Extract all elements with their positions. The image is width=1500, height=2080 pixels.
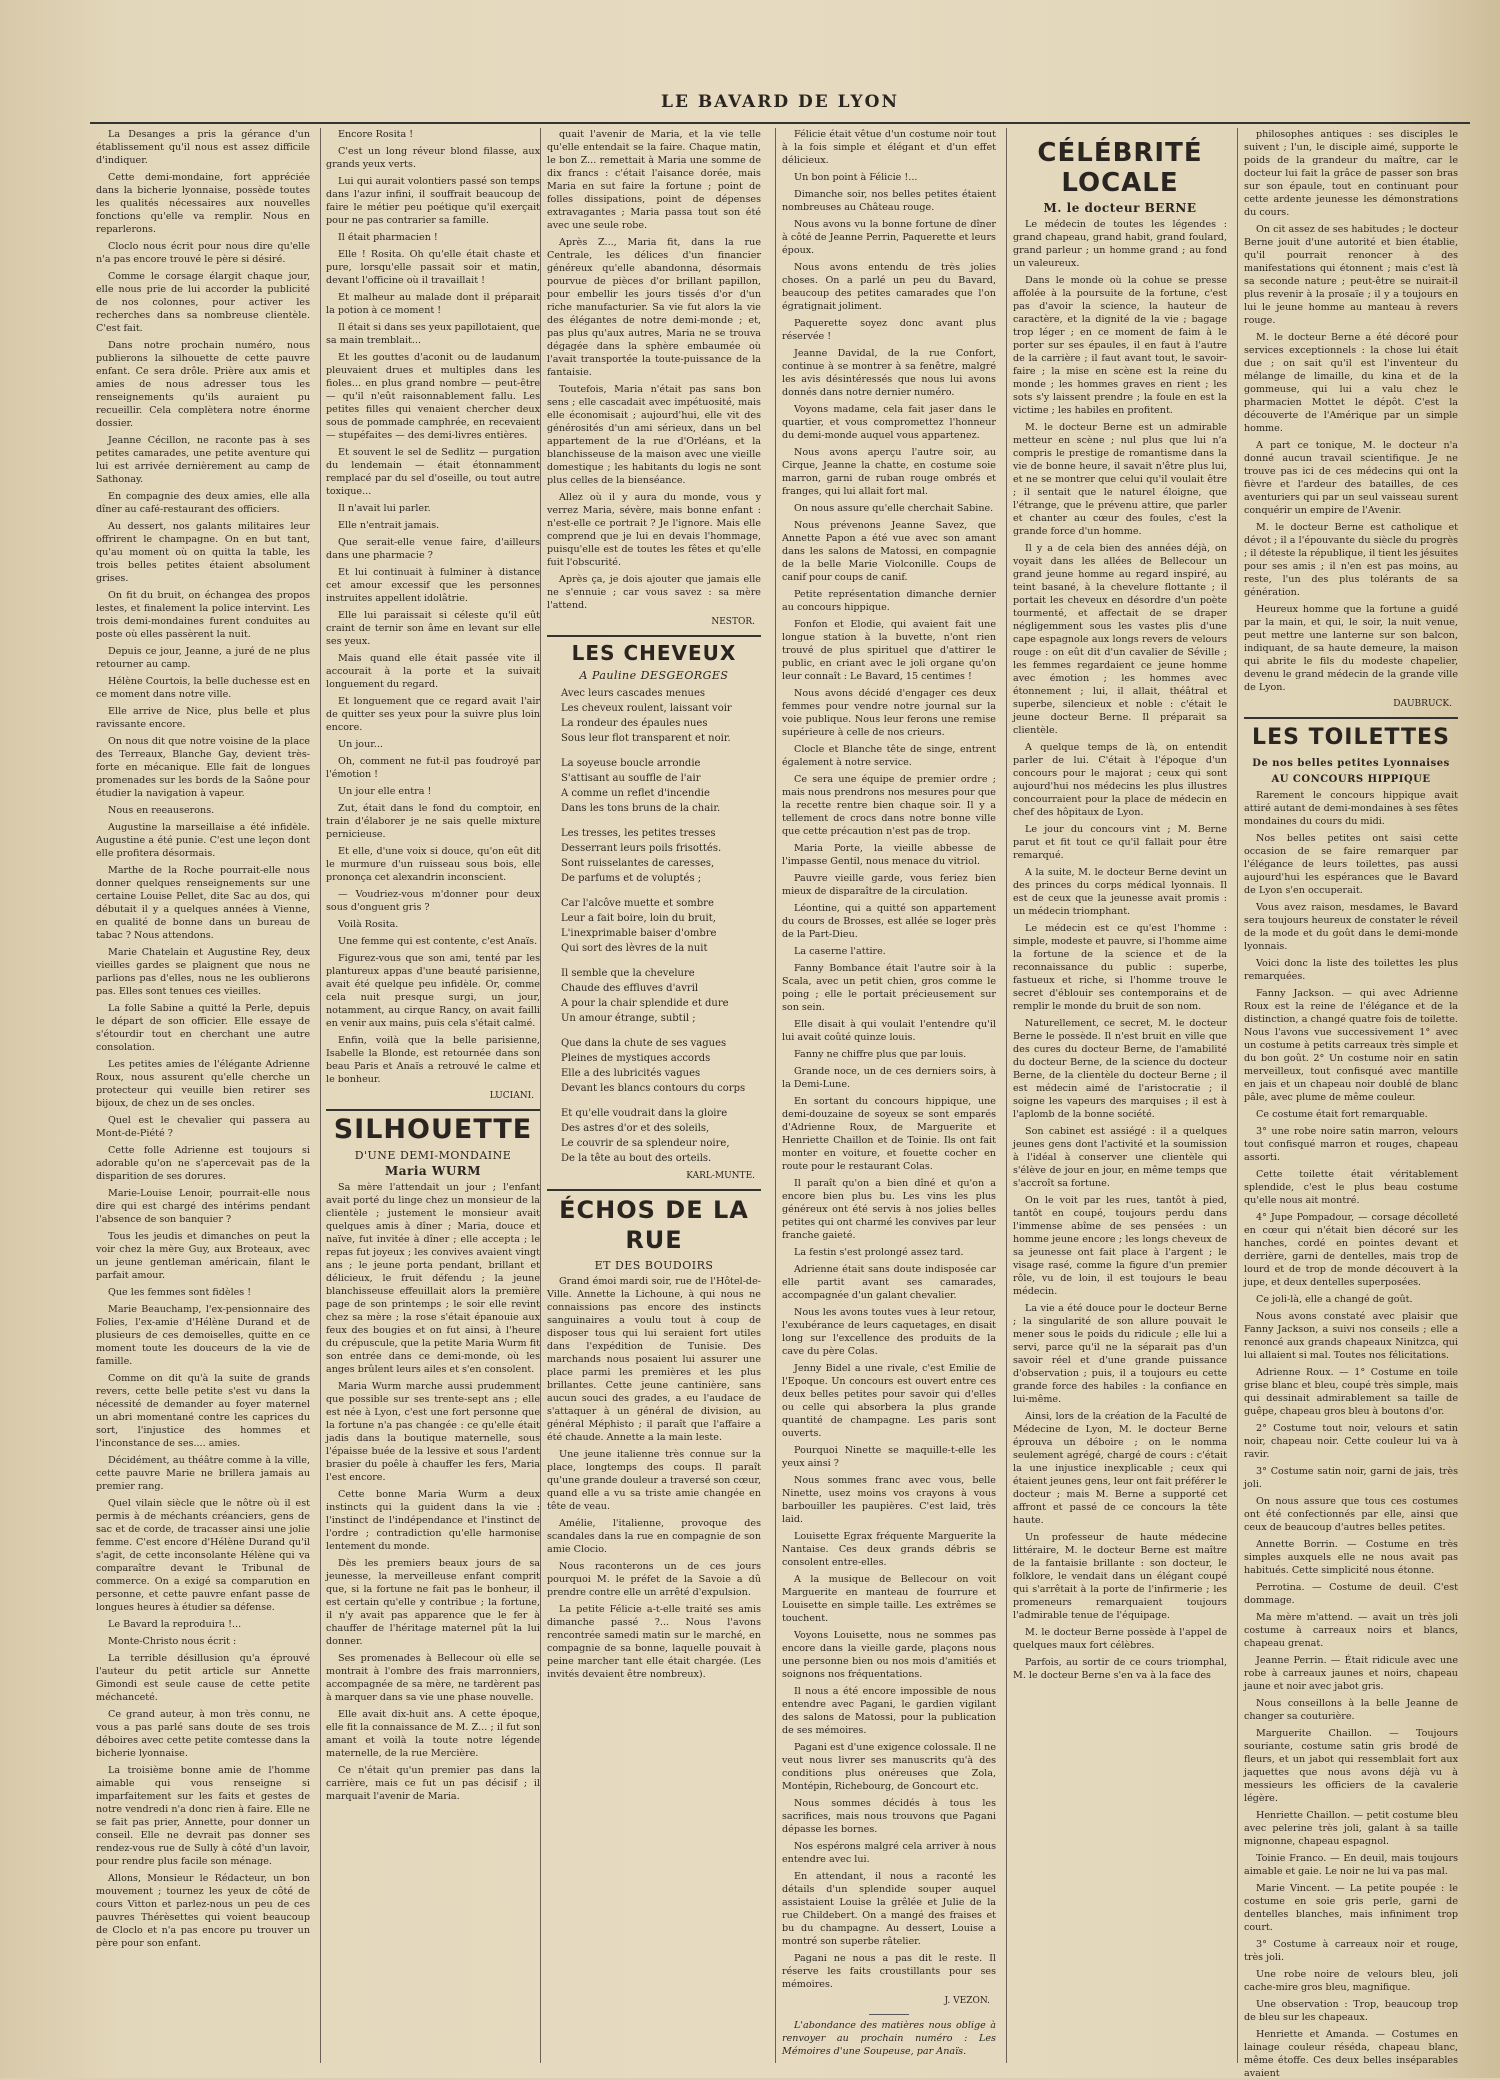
paragraph: Maria Wurm marche aussi prudemment que possible sur ses trente-sept ans ; elle est née à Lyon, c'est une fort personne que la fortune n'a pas changée : ce qu'elle était jadis dans la boutique maternelle, sous l'épaisse buée de la lessive et sous l'ardent brasier du poêle à chauffer les fers, Maria l'est encore. [326, 1381, 540, 1483]
paragraph: Figurez-vous que son ami, tenté par les plantureux appas d'une beauté parisienne, avait été quelque peu infidèle. Or, comme cela nuit presque surgi, un jour, notamment, au cirque Rancy, on avait failli en venir aux mains, puis cela s'était calmé. [326, 953, 540, 1029]
cheveux-dedication: A Pauline DESGEORGES [579, 669, 729, 682]
celebrite-article [1013, 218, 1227, 1682]
poem-line: Et qu'elle voudrait dans la gloire [561, 1108, 728, 1119]
paragraph: Voyons madame, cela fait jaser dans le quartier, et vous compromettez l'honneur du demi-monde auquel vous appartenez. [782, 404, 996, 441]
stanza-break [561, 1096, 761, 1106]
paragraph: Ce costume était fort remarquable. [1256, 1109, 1428, 1120]
paragraph: Henriette Chaillon. — petit costume bleu avec pelerine très joli, galant à sa taille mignonne, chapeau espagnol. [1244, 1810, 1458, 1847]
paragraph: Le médecin de toutes les légendes : grand chapeau, grand habit, grand foulard, grand parleur ; un homme grand ; au fond un valeureux. [1013, 219, 1227, 269]
poem-line: Un amour étrange, subtil ; [561, 1013, 696, 1024]
paragraph: Nous avons constaté avec plaisir que Fanny Jackson, a suivi nos conseils ; elle a renoncé aux grands chapeaux Ninitzca, qui lui allaient si mal. Toutes nos félicitations. [1244, 1311, 1458, 1361]
paragraph: Une jeune italienne très connue sur la place, longtemps des coups. Il paraît qu'une grande douleur a traversé son cœur, quand elle a vu sa triste amie changée en tête de veau. [547, 1449, 762, 1512]
paragraph: Adrienne Roux. — 1° Costume en toile grise blanc et bleu, coupé très simple, mais qui dessinait admirablement sa taille de guêpe, chapeau gros bleu à boutons d'or. [1244, 1367, 1458, 1417]
paragraph: Jeanne Davidal, de la rue Confort, continue à se montrer à sa fenêtre, malgré les avis désintéressés que nous lui avons donnés dans notre dernier numéro. [782, 348, 996, 398]
paragraph: Dès les premiers beaux jours de sa jeunesse, la merveilleuse enfant comprit que, si la fortune ne fait pas le bonheur, il est certain qu'elle y contribue ; la fortune, il n'y avait pas apparence que le fer à chauffer de l'héritage maternel pût la lui donner. [326, 1558, 540, 1647]
paragraph: Cloclo nous écrit pour nous dire qu'elle n'a pas encore trouvé le père si désiré. [96, 241, 310, 265]
paragraph: Ce joli-là, elle a changé de goût. [1256, 1294, 1413, 1305]
poem-line: Desserrant leurs poils frisottés. [561, 843, 722, 854]
paragraph: A la suite, M. le docteur Berne devint un des princes du corps médical lyonnais. Il est de ceux que la jeunesse avait promis : un médecin triomphant. [1013, 867, 1227, 917]
paragraph: Tous les jeudis et dimanches on peut la voir chez la mère Guy, aux Broteaux, avec un jeune gentleman américain, filant le parfait amour. [96, 1231, 310, 1281]
paragraph: Dans notre prochain numéro, nous publierons la silhouette de cette pauvre enfant. Ce sera drôle. Prière aux amis et amies de nous adresser tous les renseignements qu'ils auraient pu recueillir. Cela complètera notre énorme dossier. [96, 340, 310, 429]
paragraph: Léontine, qui a quitté son appartement du cours de Brosses, est allée se loger près de la Part-Dieu. [782, 903, 996, 940]
paragraph: Annette Borrin. — Costume en très simples auxquels elle ne nous avait pas habitués. Cette simplicité nous étonne. [1244, 1539, 1458, 1576]
paragraph: Nous avons aperçu l'autre soir, au Cirque, Jeanne la chatte, en costume soie marron, garni de ruban rouge ombrés et franges, qui lui allait fort mal. [782, 447, 996, 497]
celebrite-subhead: M. le docteur BERNE [1043, 201, 1197, 215]
paragraph: La petite Félicie a-t-elle traité ses amis dimanche passé ?... Nous l'avons rencontrée samedi matin sur le marché, en compagnie de sa bonne, laquelle pouvait à peine marcher tant elle était chargée. (Les invités devaient être nombreux). [547, 1604, 761, 1680]
paragraph: Paquerette soyez donc avant plus réservée ! [782, 318, 996, 342]
paragraph: Encore Rosita ! [338, 129, 414, 140]
paragraph: Marie-Louise Lenoir, pourrait-elle nous dire qui est chargé des intérims pendant l'absence de son banquier ? [96, 1188, 310, 1225]
poem-line: Les tresses, les petites tresses [561, 828, 716, 839]
paragraph: A la musique de Bellecour on voit Marguerite en manteau de fourrure et Louisette en simple taille. Les extrêmes se touchent. [782, 1574, 996, 1624]
paragraph: Marie Vincent. — La petite poupée : le costume en soie gris perle, garni de dentelles blanches, mais infiniment trop court. [1244, 1883, 1458, 1933]
paragraph: Il était pharmacien ! [338, 232, 438, 243]
paragraph: Marthe de la Roche pourrait-elle nous donner quelques renseignements sur une certaine Louise Pellet, dite Sac au dos, qui débutait il y a quelques années à Vienne, en qualité de bonne dans un bureau de tabac ? Nous attendons. [96, 865, 310, 941]
echos-article [547, 1275, 761, 1681]
paragraph: Cette bonne Maria Wurm a deux instincts qui la guident dans la vie : l'instinct de l'indépendance et l'instinct de l'ordre ; contradiction qu'elle harmonise lentement du monde. [326, 1489, 540, 1552]
paragraph: Il paraît qu'on a bien dîné et qu'on a encore bien plus bu. Les vins les plus généreux ont été servis à nos jolies belles petites qui ont charmé les convives par leur franche gaieté. [782, 1178, 996, 1241]
paragraph: Toinie Franco. — En deuil, mais toujours aimable et gaie. Le noir ne lui va pas mal. [1244, 1853, 1458, 1877]
paragraph: Marie Chatelain et Augustine Rey, deux vieilles gardes se plaignent que nous ne parlions pas d'elles, nous ne les oublierons pas. Elles sont tenues ces vieilles. [96, 947, 310, 997]
paragraph: Elle ! Rosita. Oh qu'elle était chaste et pure, lorsqu'elle passait soir et matin, devant l'officine où il travaillait ! [326, 249, 540, 286]
paragraph: Nous avons vu la bonne fortune de dîner à côté de Jeanne Perrin, Paquerette et leurs époux. [782, 219, 996, 256]
paragraph: Nous conseillons à la belle Jeanne de changer sa couturière. [1244, 1698, 1458, 1722]
paragraph: Nos belles petites ont saisi cette occasion de se faire remarquer par l'élégance de leurs toilettes, pas aussi aujourd'hui les espérances que le Bavard de Lyon s'en occuperait. [1244, 833, 1458, 896]
paragraph: Un professeur de haute médecine littéraire, M. le docteur Berne est maître de la fantaisie brillante : son docteur, le folklore, le vendait dans un élégant coupé qui s'arrêtait à la porte de l'infirmerie ; les promeneurs remarquaient toujours l'admirable tenue de l'équipage. [1013, 1532, 1227, 1621]
paragraph: Une femme qui est contente, c'est Anaïs. [338, 936, 538, 947]
paragraph: quait l'avenir de Maria, et la vie telle qu'elle entendait se la faire. Chaque matin, le bon Z... remettait à Maria une somme de dix francs : c'était l'aisance dorée, mais Maria en sut faire la fortune ; point de folles dissipations, point de dépenses extravagantes ; Maria passa tout son été avec une seule robe. [547, 129, 761, 231]
paragraph: Allons, Monsieur le Rédacteur, un bon mouvement ; tournez les yeux de côté de cours Vitton et parlez-nous un peu de ces pauvres Thérèsettes qui voient beaucoup de Cloclo et n'a pas encore pu trouver un père pour son enfant. [96, 1873, 310, 1949]
paragraph: Fonfon et Elodie, qui avaient fait une longue station à la buvette, n'ont rien trouvé de plus spirituel que d'attirer le public, en criant avec le joli organe qu'on leur connaît : Le Bavard, 15 centimes ! [782, 619, 996, 682]
paragraph: Et lui continuait à fulminer à distance cet amour excessif que les personnes instruites appellent idolâtrie. [326, 567, 540, 604]
paragraph: Un jour elle entra ! [338, 786, 432, 797]
paragraph: On nous dit que notre voisine de la place des Terreaux, Blanche Gay, devient très-forte en mécanique. Elle fait de longues promenades sur les bords de la Saône pour étudier la navigation à vapeur. [96, 736, 310, 799]
poem-line: Leur a fait boire, loin du bruit, [561, 913, 716, 924]
paragraph: Heureux homme que la fortune a guidé par la main, et qui, le soir, la nuit venue, peut mettre une lanterne sur son balcon, indiquant, de sa haute demeure, la maison qui abrite le fils du modeste chapelier, devenu le grand médecin de la grande ville de Lyon. [1244, 604, 1458, 693]
poem-line: La soyeuse boucle arrondie [561, 758, 701, 769]
poem-line: A pour la chair splendide et dure [561, 998, 729, 1009]
paragraph: Augustine la marseillaise a été infidèle. Augustine a été punie. C'est une leçon dont elle profitera désormais. [96, 822, 310, 859]
paragraph: Elle n'entrait jamais. [338, 520, 440, 531]
paragraph: On le voit par les rues, tantôt à pied, tantôt en coupé, toujours perdu dans l'immense abîme de ses pensées : un homme jeune encore ; les longs cheveux de sa jeunesse ont fait place à l'argent ; le visage rasé, comme la figure d'un premier rôle, vu de loin, il est toujours le beau médecin. [1013, 1195, 1227, 1297]
paragraph: Toutefois, Maria n'était pas sans bon sens ; elle cascadait avec impétuosité, mais elle économisait ; aujourd'hui, elle vit des générosités d'un ami sérieux, dans un bel appartement de la rue d'Orléans, et la blanchisseuse de la maison avec une vieille domestique ; les habitants du logis ne sont plus celles de la bienséance. [547, 384, 761, 486]
paragraph: La terrible désillusion qu'a éprouvé l'auteur du petit article sur Annette Gimondi est seule cause de cette petite méchanceté. [96, 1653, 310, 1703]
paragraph: Comme on dit qu'à la suite de grands revers, cette belle petite s'est vu dans la nécessité de demander au foyer maternel un abri momentané contre les caprices du sort, l'injustice des hommes et l'inconstance de ses.... amies. [96, 1373, 310, 1449]
paragraph: Les petites amies de l'élégante Adrienne Roux, nous assurent qu'elle cherche un protecteur qui veuille bien retirer ses bijoux, de chez un de ses oncles. [96, 1059, 310, 1109]
column-4 [782, 128, 996, 2063]
newspaper-title: LE BAVARD DE LYON [661, 92, 899, 112]
paragraph: Quel vilain siècle que le nôtre où il est permis à de méchants créanciers, gens de sac et de corde, de tracasser ainsi une jolie femme. C'est encore d'Hélène Durand qu'il s'agit, de cette inconsolante Hélène qui va comparaître devant le Tribunal de commerce. On a exigé sa comparution en personne, et cette pauvre enfant passe de longues heures à étudier sa défense. [96, 1498, 310, 1613]
paragraph: Nous prévenons Jeanne Savez, que Annette Papon a été vue avec son amant dans les salons de Matossi, en compagnie de la belle Marie Violconille. Coups de canif pour coups de canif. [782, 520, 996, 583]
poem-line: Pleines de mystiques accords [561, 1053, 711, 1064]
paragraph: 2° Costume tout noir, velours et satin noir, chapeau noir. Cette couleur lui va à ravir. [1244, 1423, 1458, 1460]
poem-line: Devant les blancs contours du corps [561, 1083, 746, 1094]
column-rule [540, 128, 541, 2063]
paragraph: Nous sommes décidés à tous les sacrifices, mais nous trouvons que Pagani dépasse les bornes. [782, 1798, 996, 1835]
poem-line: De la tête au bout des orteils. [561, 1153, 712, 1164]
poem-line: Car l'alcôve muette et sombre [561, 898, 714, 909]
silhouette-article [326, 1181, 540, 1803]
paragraph: A part ce tonique, M. le docteur n'a donné aucun travail scientifique. Je ne trouve pas ici de ces médecins qui ont la fièvre et l'ardeur des batailles, de ces aventuriers qui par un seul vaisseau surent conquérir un empire de l'Avenir. [1244, 440, 1458, 516]
paragraph: Grand émoi mardi soir, rue de l'Hôtel-de-Ville. Annette la Lichoune, à qui nous ne connaissions pas encore des instincts sanguinaires a voulu tout à coup de disposer tous qui lui seraient fort utiles dans l'expédition de Tunisie. Des marchands nous posaient lui assurer une place parmi les premières et les plus brillantes. Cette jeune cantinière, sans aucun souci des grades, a eu l'audace de s'attaquer à un général de division, au général Méphisto ; il paraît que l'affaire a été chaude. Annette a la main leste. [547, 1276, 761, 1443]
paragraph: Et longuement que ce regard avait l'air de quitter ses yeux pour la suivre plus loin encore. [326, 696, 540, 733]
paragraph: 3° Costume satin noir, garni de jais, très joli. [1244, 1466, 1458, 1490]
poem-line: De parfums et de voluptés ; [561, 873, 702, 884]
paragraph: Nous sommes franc avec vous, belle Ninette, usez moins vos crayons à vous barbouiller les paupières. C'est laid, très laid. [782, 1475, 996, 1525]
paragraph: On cit assez de ses habitudes ; le docteur Berne jouit d'une autorité et bien établie, qu'il pourrait renoncer à des manifestations qui étonnent ; mais c'est là sa seconde nature ; peut-être se nuirait-il plus revenir à la prosaïe ; il y a toujours en lui le jeune homme au manteau à revers rouge. [1244, 224, 1458, 326]
paragraph: Jeanne Perrin. — Était ridicule avec une robe à carreaux jaunes et noirs, chapeau jaune et noir avec jabot gris. [1244, 1655, 1458, 1692]
paragraph: Naturellement, ce secret, M. le docteur Berne le possède. Il n'est bruit en ville que des cures du docteur Berne, de l'amabilité du docteur Berne, de la science du docteur Berne, de la clientèle du docteur Berne ; il est médecin aimé de l'aristocratie ; il soigne les vapeurs des marquises ; il est à l'aplomb de la bonne société. [1013, 1018, 1227, 1120]
paragraph: La folle Sabine a quitté la Perle, depuis le départ de son officier. Elle essaye de s'étourdir tout en cherchant une autre consolation. [96, 1003, 310, 1053]
celebrite-continued [1244, 128, 1458, 694]
column-rule [775, 128, 776, 2063]
paragraph: Rarement le concours hippique avait attiré autant de demi-mondaines à ses fêtes mondaines du cours du midi. [1244, 790, 1458, 827]
poem-line: S'attisant au souffle de l'air [561, 773, 701, 784]
paragraph: La caserne l'attire. [794, 946, 886, 957]
paragraph: Une robe noire de velours bleu, joli cache-mire gros bleu, magnifique. [1244, 1969, 1458, 1993]
paragraph: Vous avez raison, mesdames, le Bavard sera toujours heureux de constater le réveil de la mode et du goût dans le demi-monde lyonnais. [1244, 902, 1458, 952]
paragraph: Fanny Jackson. — qui avec Adrienne Roux est la reine de l'élégance et de la distinction, a changé quatre fois de toilette. Nous l'avons vue successivement 1° avec un costume à petits carreaux très simple et du bon goût. 2° Un costume noir en satin merveilleux, tout confisqué avec mantille en jais et un chapeau noir doublé de blanc pâle, avec plume de même couleur. [1244, 988, 1458, 1103]
poem-line: La rondeur des épaules nues [561, 718, 708, 729]
paragraph: La festin s'est prolongé assez tard. [794, 1247, 964, 1258]
paragraph: Clocle et Blanche tête de singe, entrent également à notre service. [782, 744, 996, 768]
paragraph: Il était si dans ses yeux papillotaient, que sa main tremblait... [326, 322, 540, 346]
paragraph: Nous avons entendu de très jolies choses. On a parlé un peu du Bavard, beaucoup des petites camarades que l'on égratignait joliment. [782, 262, 996, 312]
paragraph: Jenny Bidel a une rivale, c'est Emilie de l'Epoque. Un concours est ouvert entre ces deux belles petites pour savoir qui d'elles ou celle qui absorbera la plus grande quantité de champagne. Les paris sont ouverts. [782, 1363, 996, 1439]
column-2 [326, 128, 540, 2063]
silhouette-headline: SILHOUETTE [326, 1109, 540, 1145]
paragraph: Pagani ne nous a pas dit le reste. Il réserve les faits croustillants pour ses mémoires. [782, 1953, 996, 1990]
paragraph: Nous avons décidé d'engager ces deux femmes pour vendre notre journal sur la voie publique. Nous leur ferons une remise supérieure à celle de nos crieurs. [782, 688, 996, 738]
paragraph: 4° Jupe Pompadour, — corsage décolleté en cœur qui n'était bien décoré sur les hanches, cordé en pointes devant et derrière, garni de dentelles, mais trop de lourd et de trop de monde découvert à la jupe, et deux dentelles superposées. [1244, 1212, 1458, 1288]
paragraph: Oh, comment ne fut-il pas foudroyé par l'émotion ! [326, 756, 540, 780]
paragraph: Nous les avons toutes vues à leur retour, l'exubérance de leurs caquetages, en disait long sur l'excellence des produits de la cave du père Colas. [782, 1307, 996, 1357]
paragraph: Ma mère m'attend. — avait un très joli costume à carreaux noirs et blancs, chapeau grenat. [1244, 1612, 1458, 1649]
paragraph: Au dessert, nos galants militaires leur offrirent le champagne. On en but tant, qu'au moment où on quitta la table, les trois belles petites étaient absolument grises. [96, 521, 310, 584]
column-rule [1006, 128, 1007, 2063]
cheveux-poem [561, 686, 761, 1166]
paragraph: Après Z..., Maria fit, dans la rue Centrale, les délices d'un financier généreux qu'elle abandonna, désormais pourvue de pièces d'or brillant papillon, pour embellir les jours tissés d'or d'un riche manufacturier. Sa vie fut alors la vie des élégantes de notre demi-monde ; et, pas plus qu'aux autres, Maria ne se trouva dégagée dans la sphère embaumée où l'avait transportée la toute-puissance de la fantaisie. [547, 237, 761, 378]
paragraph: Que les femmes sont fidèles ! [108, 1287, 252, 1298]
paragraph: Le médecin est ce qu'est l'homme : simple, modeste et pauvre, si l'homme aime la fortune de la science et de la reconnaissance du public : superbe, fastueux et riche, si l'homme trouve le secret d'éblouir ses contemporains et de remplir le monde du bruit de son nom. [1013, 923, 1227, 1012]
toilettes-headline: LES TOILETTES [1244, 717, 1458, 753]
stanza-break [561, 746, 761, 756]
poem-line: Il semble que la chevelure [561, 968, 695, 979]
byline: LUCIANI. [489, 1091, 534, 1101]
column-rule [320, 128, 321, 2063]
paragraph: Voici donc la liste des toilettes les plus remarquées. [1244, 958, 1458, 982]
paragraph: 3° une robe noire satin marron, velours tout confisqué marron et rouges, chapeau assorti. [1244, 1126, 1458, 1163]
paragraph: Sa mère l'attendait un jour ; l'enfant avait porté du linge chez un monsieur de la clientèle ; justement le monsieur avait quelques amis à dîner ; Maria, douce et naïve, fut invitée à dîner ; elle accepta ; le repas fut joyeux ; les convives avaient vingt ans ; le jeune porta pendant, brillant et délicieux, le fruit défendu ; la jeune blanchisseuse effeuillait alors la première page de son printemps ; le soir elle revint chez sa mère ; la rose s'était épanouie aux feux des bougies et on fut ainsi, à l'heure du crépuscule, que la petite Maria Wurm fit son entrée dans ce demi-monde, où les anges brûlent leurs ailes et s'en consolent. [326, 1182, 540, 1375]
poem-line: Sont ruisselantes de caresses, [561, 858, 715, 869]
paragraph: Pauvre vieille garde, vous feriez bien mieux de disparaître de la circulation. [782, 873, 996, 897]
paragraph: En attendant, il nous a raconté les détails d'un splendide souper auquel assistaient Louise la grêlée et Julie de la rue Childebert. On a mangé des fraises et bu du champagne. Au dessert, Louise a montré son superbe râtelier. [782, 1871, 996, 1947]
poem-line: Sous leur flot transparent et noir. [561, 733, 731, 744]
paragraph: M. le docteur Berne possède à l'appel de quelques maux fort célèbres. [1013, 1627, 1227, 1651]
column-1-text [96, 128, 310, 1950]
paragraph: Allez où il y aura du monde, vous y verrez Maria, sévère, mais bonne enfant : n'est-elle ce portrait ? Je l'ignore. Mais elle comprend que je lui en devais l'hommage, puisqu'elle est de toutes les fêtes et qu'elle fuit l'obscurité. [547, 492, 761, 568]
cheveux-headline: LES CHEVEUX [547, 635, 761, 665]
paragraph: Le Bavard la reproduira !... [108, 1619, 242, 1630]
paragraph: M. le docteur Berne a été décoré pour services exceptionnels : la chose lui était due ; on sait qu'il est l'inventeur du mélange de limaille, du kina et de la gommeuse, qui lui a valu chez le pharmacien Mottet le dépôt. C'est la découverte de l'Amérique par un simple homme. [1244, 332, 1458, 434]
paragraph: Cette folle Adrienne est toujours si adorable qu'on ne s'apercevait pas de la disparition de ses dorures. [96, 1145, 310, 1182]
paragraph: Maria Porte, la vieille abbesse de l'impasse Gentil, nous menace du vitriol. [782, 843, 996, 867]
paragraph: Et les gouttes d'aconit ou de laudanum pleuvaient drues et multiples dans les fioles... en plus grand nombre — peut-être — qu'il n'eût raisonnablement fallu. Les petites filles qui venaient chercher deux sous de pommade camphrée, en recevaient — stupéfaites — des demi-livres entières. [326, 352, 540, 441]
paragraph: La troisième bonne amie de l'homme aimable qui vous renseigne si imparfaitement sur les faits et gestes de notre vendredi n'a donc rien à faire. Elle ne se fait pas prier, Annette, pour donner un conseil. Elle ne devrait pas donner ses rendez-vous rue de Sully à côté d'un lavoir, pour rendre plus facile son ménage. [96, 1765, 310, 1867]
paragraph: Elle avait dix-huit ans. A cette époque, elle fit la connaissance de M. Z... ; il fut son amant et voilà la toute notre légende maternelle, de la rue Mercière. [326, 1709, 540, 1759]
paragraph: Ce sera une équipe de premier ordre ; mais nous prendrons nos mesures pour que la recette rentre bien chaque soir. Il y a tellement de crocs dans notre bonne ville que cette précaution n'est pas de trop. [782, 774, 996, 837]
paragraph: Nos espérons malgré cela arriver à nous entendre avec lui. [782, 1841, 996, 1865]
poem-line: Qui sort des lèvres de la nuit [561, 943, 708, 954]
paragraph: Parfois, au sortir de ce cours triomphal, M. le docteur Berne s'en va à la face des [1013, 1657, 1227, 1681]
byline: DAUBRUCK. [1393, 699, 1452, 709]
paragraph: Un bon point à Félicie !... [794, 172, 918, 183]
paragraph: Nous en reeauserons. [108, 805, 215, 816]
paragraph: Ainsi, lors de la création de la Faculté de Médecine de Lyon, M. le docteur Berne éprouva un déboire ; on le nomma seulement agrégé, chargé de cours : c'était la une injustice inexplicable ; ceux qui étaient jeunes gens, leur ont fait préférer le docteur ; mais M. Berne a supporté cet affront et passé de ce concours la tête haute. [1013, 1411, 1227, 1526]
paragraph: En sortant du concours hippique, une demi-douzaine de soyeux se sont emparés d'Adrienne Roux, de Marguerite et Henriette Chaillon et de Toinie. Ils ont fait monter en voiture, et fouette cocher en route pour le restaurant Colas. [782, 1096, 996, 1172]
paragraph: Que serait-elle venue faire, d'ailleurs dans une pharmacie ? [326, 537, 540, 561]
toilettes-subhead-2: AU CONCOURS HIPPIQUE [1271, 774, 1431, 785]
paragraph: Cette demi-mondaine, fort appréciée dans la bicherie lyonnaise, possède toutes les qualités nécessaires aux nouvelles fonctions qu'elle va remplir. Nous en reparlerons. [96, 172, 310, 235]
paragraph: Ce n'était qu'un premier pas dans la carrière, mais ce fut un pas décisif ; il marquait l'avenir de Maria. [326, 1765, 540, 1802]
paragraph: Fanny ne chiffre plus que par louis. [794, 1049, 967, 1060]
paragraph: Elle disait à qui voulait l'entendre qu'il lui avait coûté quinze louis. [782, 1019, 996, 1043]
column-3 [547, 128, 761, 2063]
paragraph: Il nous a été encore impossible de nous entendre avec Pagani, le gardien vigilant des salons de Matossi, pour la publication de ses mémoires. [782, 1686, 996, 1736]
paragraph: Et malheur au malade dont il préparait la potion à ce moment ! [326, 292, 540, 316]
paragraph: Monte-Christo nous écrit : [108, 1636, 237, 1647]
paragraph: Nous raconterons un de ces jours pourquoi M. le préfet de la Savoie a dû prendre contre elle un arrêté d'expulsion. [547, 1561, 761, 1598]
paragraph: Adrienne était sans doute indisposée car elle partit avant ses camarades, accompagnée d'un galant chevalier. [782, 1264, 996, 1301]
paragraph: Cette toilette était véritablement splendide, c'est le plus beau costume qu'elle nous ait montré. [1244, 1169, 1458, 1206]
paragraph: Grande noce, un de ces derniers soirs, à la Demi-Lune. [782, 1066, 996, 1090]
paragraph: Ses promenades à Bellecour où elle se montrait à l'ombre des frais marronniers, accompagnée de sa mère, ne tardèrent pas à marquer dans sa vie une phase nouvelle. [326, 1653, 540, 1703]
byline: J. VEZON. [944, 1996, 990, 2006]
silhouette-subhead: D'UNE DEMI-MONDAINE [354, 1149, 512, 1162]
paragraph: Depuis ce jour, Jeanne, a juré de ne plus retourner au camp. [96, 646, 310, 670]
stanza-break [561, 1026, 761, 1036]
paragraph: C'est un long réveur blond filasse, aux grands yeux verts. [326, 146, 540, 170]
column-5 [1013, 128, 1227, 2063]
toilettes-subhead: De nos belles petites Lyonnaises [1252, 758, 1450, 769]
paragraph: Un jour... [338, 739, 383, 750]
paragraph: Comme le corsage élargit chaque jour, elle nous prie de lui accorder la publicité de nos colonnes, pour activer les recherches dans sa nombreuse clientèle. C'est fait. [96, 271, 310, 334]
paragraph: M. le docteur Berne est catholique et dévot ; il a l'épouvante du siècle du progrès ; il déteste la république, il tient les jésuites pour ses amis ; il n'en est pas moins, au reste, l'un des plus tolérants de sa génération. [1244, 522, 1458, 598]
poem-line: Des astres d'or et des soleils, [561, 1123, 710, 1134]
paragraph: 3° Costume à carreaux noir et rouge, très joli. [1244, 1939, 1458, 1963]
poem-line: Elle a des lubricités vagues [561, 1068, 701, 1079]
echos-continued [782, 128, 996, 1991]
rosita-article [326, 128, 540, 1086]
paragraph: Elle lui paraissait si céleste qu'il eût craint de ternir son âme en levant sur elle ses yeux. [326, 610, 540, 647]
poem-line: Chaude des effluves d'avril [561, 983, 699, 994]
paragraph: Son cabinet est assiégé : il a quelques jeunes gens dont l'activité et la soumission à l'idéal à conserver une clientèle qui s'élève de jour en jour, en même temps que s'accroît sa fortune. [1013, 1126, 1227, 1189]
toilettes-article [1244, 789, 1458, 2080]
paragraph: Enfin, voilà que la belle parisienne, Isabelle la Blonde, est retournée dans son beau Paris et Anaïs a retrouvé le calme et le bonheur. [326, 1035, 540, 1085]
paragraph: Henriette et Amanda. — Costumes en lainage couleur réséda, chapeau blanc, même étoffe. Ces deux belles inséparables avaient [1244, 2029, 1458, 2079]
stanza-break [561, 816, 761, 826]
paragraph: Et souvent le sel de Sedlitz — purgation du lendemain — était étonnamment remplacé par du sel d'oseille, ou tout autre toxique... [326, 447, 540, 497]
poem-line: Dans les tons bruns de la chair. [561, 803, 721, 814]
paragraph: Et elle, d'une voix si douce, qu'on eût dit le murmure d'un ruisseau sous bois, elle prononça cet alexandrin inconscient. [326, 846, 540, 883]
poem-line: Les cheveux roulent, laissant voir [561, 703, 732, 714]
paragraph: La Desanges a pris la gérance d'un établissement qu'il nous est assez difficile d'indiquer. [96, 129, 310, 166]
paragraph: A quelque temps de là, on entendit parler de lui. C'était à l'époque d'un concours pour le majorat ; ceux qui sont aujourd'hui nos médecins les plus illustres concourraient pour la place de médecin en chef des hôpitaux de Lyon. [1013, 742, 1227, 818]
stanza-break [561, 956, 761, 966]
paragraph: Une observation : Trop, beaucoup trop de bleu sur les chapeaux. [1244, 1999, 1458, 2023]
paragraph: Le jour du concours vint ; M. Berne parut et fit tout ce qu'il fallait pour être remarqué. [1013, 824, 1227, 861]
paragraph: Ce grand auteur, à mon très connu, ne vous a pas parlé sans doute de ses trois déboires avec cette petite comtesse dans la bicherie lyonnaise. [96, 1709, 310, 1759]
footnote: L'abondance des matières nous oblige à renvoyer au prochain numéro : Les Mémoires d'une Soupeuse, par Anaïs. [782, 2020, 996, 2057]
paragraph: En compagnie des deux amies, elle alla dîner au café-restaurant des officiers. [96, 491, 310, 515]
paragraph: Il y a de cela bien des années déjà, on voyait dans les allées de Bellecour un grand jeune homme au regard inspiré, au teint basané, à la chevelure flottante ; il portait les cheveux en désordre d'un poète tourmenté, et affectait de se draper négligemment sous les vastes plis d'une cape espagnole aux longs revers de velours rouge : on eût dit d'un cavalier de Séville ; les femmes regardaient ce jeune homme avec émotion ; les hommes avec étonnement ; lui, il allait, théâtral et superbe, silencieux et noble : c'était le jeune docteur Berne. Il préparait sa clientèle. [1013, 543, 1227, 736]
paragraph: Pagani est d'une exigence colossale. Il ne veut nous livrer ses manuscrits qu'à des conditions plus onéreuses que Zola, Montépin, Richebourg, de Goncourt etc. [782, 1742, 996, 1792]
paragraph: Amélie, l'italienne, provoque des scandales dans la rue en compagnie de son amie Clocio. [547, 1518, 761, 1555]
paragraph: La vie a été douce pour le docteur Berne ; la singularité de son allure pouvait le mener sous le poids du ridicule ; elle lui a servi, parce qu'il ne la séparait pas d'un savoir réel et d'une grande puissance d'observation ; puis, il a toujours eu cette grande force des habiles : la confiance en lui-même. [1013, 1303, 1227, 1405]
column-1 [96, 128, 310, 2063]
byline: NESTOR. [711, 617, 755, 627]
stanza-break [561, 886, 761, 896]
paragraph: Petite représentation dimanche dernier au concours hippique. [782, 589, 996, 613]
paragraph: Zut, était dans le fond du comptoir, en train d'élaborer je ne sais quelle mixture pernicieuse. [326, 803, 540, 840]
paragraph: Dans le monde où la cohue se presse affolée à la poursuite de la fortune, c'est pas d'avoir la science, la hauteur de caractère, et la dignité de la vie ; bagage trop léger ; en ce moment de faim à le porter sur ses épaules, il en faut à l'autre de la carrière ; il faut avant tout, le savoir-faire ; la mise en scène est la reine du monde ; les hommes graves en rient ; les sots s'y laissent prendre ; la foule en est la victime ; les habiles en profitent. [1013, 275, 1227, 416]
paragraph: Fanny Bombance était l'autre soir à la Scala, avec un petit chien, gros comme le poing ; elle le portait précieusement sur son sein. [782, 963, 996, 1013]
poem-line: L'inexprimable baiser d'ombre [561, 928, 717, 939]
paragraph: On fit du bruit, on échangea des propos lestes, et finalement la police intervint. Les trois demi-mondaines furent conduites au poste où elles passèrent la nuit. [96, 590, 310, 640]
paragraph: Dimanche soir, nos belles petites étaient nombreuses au Château rouge. [782, 189, 996, 213]
poem-line: Avec leurs cascades menues [561, 688, 706, 699]
poem-line: A comme un reflet d'incendie [561, 788, 710, 799]
masthead [90, 92, 1470, 124]
column-rule [1237, 128, 1238, 2063]
divider [869, 2014, 909, 2015]
byline: KARL-MUNTE. [686, 1171, 755, 1181]
poem-line: Le couvrir de sa splendeur noire, [561, 1138, 730, 1149]
paragraph: Louisette Egrax fréquente Marguerite la Nantaise. Ces deux grands débris se consolent entre-elles. [782, 1531, 996, 1568]
column-6 [1244, 128, 1458, 2079]
paragraph: Voyons Louisette, nous ne sommes pas encore dans la vieille garde, plaçons nous une personne bien ou nos mois d'amitiés et soignons nos fréquentations. [782, 1630, 996, 1680]
paragraph: Marguerite Chaillon. — Toujours souriante, costume satin gris brodé de fleurs, et un jabot qui ressemblait fort aux jaquettes que nous avons déjà vu à messieurs les officiers de la cavalerie légère. [1244, 1728, 1458, 1804]
paragraph: Perrotina. — Costume de deuil. C'est dommage. [1244, 1582, 1458, 1606]
echos-headline: ÉCHOS DE LA RUE [547, 1189, 761, 1255]
poem-line: Que dans la chute de ses vagues [561, 1038, 727, 1049]
echos-subhead: ET DES BOUDOIRS [594, 1259, 714, 1272]
silhouette-name: Maria WURM [384, 1164, 482, 1178]
paragraph: Pourquoi Ninette se maquille-t-elle les yeux ainsi ? [782, 1445, 996, 1469]
paragraph: Jeanne Cécillon, ne raconte pas à ses petites camarades, une petite aventure qui lui est arrivée dernièrement au camp de Sathonay. [96, 435, 310, 485]
paragraph: Voilà Rosita. [338, 919, 399, 930]
paragraph: Elle arrive de Nice, plus belle et plus ravissante encore. [96, 706, 310, 730]
paragraph: Hélène Courtois, la belle duchesse est en ce moment dans notre ville. [96, 676, 310, 700]
paragraph: Félicie était vêtue d'un costume noir tout à la fois simple et élégant et d'un effet délicieux. [782, 129, 996, 166]
paragraph: Lui qui aurait volontiers passé son temps dans l'azur infini, il souffrait beaucoup de faire le métier peu poétique qu'il exerçait pour ne pas contrarier sa famille. [326, 176, 540, 226]
paragraph: On nous assure que tous ces costumes ont été confectionnés par elle, ainsi que ceux de beaucoup d'autres belles petites. [1244, 1496, 1458, 1533]
celebrite-headline: CÉLÉBRITÉ LOCALE [1037, 138, 1203, 198]
paragraph: M. le docteur Berne est un admirable metteur en scène ; nul plus que lui n'a compris le prestige de romantisme dans la vie de bonne heure, il savait n'être plus lui, et ne se montrer que celui qu'il voulait être ; il sentait que le naturel éloigne, que l'étrange, que le prévenu attire, que parler et chanter au cœur des foules, c'est la grande force d'un homme. [1013, 422, 1227, 537]
paragraph: — Voudriez-vous m'donner pour deux sous d'onguent gris ? [326, 889, 540, 913]
silhouette-continued [547, 128, 761, 612]
paragraph: On nous assure qu'elle cherchait Sabine. [794, 503, 994, 514]
paragraph: Décidément, au théâtre comme à la ville, cette pauvre Marie ne brillera jamais au premier rang. [96, 1455, 310, 1492]
paragraph: Marie Beauchamp, l'ex-pensionnaire des Folies, l'ex-amie d'Hélène Durand et de plusieurs de ces demoiselles, quitte en ce moment toute les douceurs de la vie de famille. [96, 1304, 310, 1367]
paragraph: Quel est le chevalier qui passera au Mont-de-Piété ? [96, 1115, 310, 1139]
paragraph: Mais quand elle était passée vite il accourait à la porte et la suivait longuement du regard. [326, 653, 540, 690]
paragraph: Il n'avait lui parler. [338, 503, 431, 514]
paragraph: philosophes antiques : ses disciples le suivent ; l'un, le disciple aimé, supporte le poids de la grandeur du maître, car le docteur lui fait la grâce de passer son bras sur son épaule, tout en continuant pour cette ardente jeunesse les démonstrations du cours. [1244, 129, 1458, 218]
paragraph: Après ça, je dois ajouter que jamais elle ne s'ennuie ; car vous savez : sa mère l'attend. [547, 574, 761, 611]
